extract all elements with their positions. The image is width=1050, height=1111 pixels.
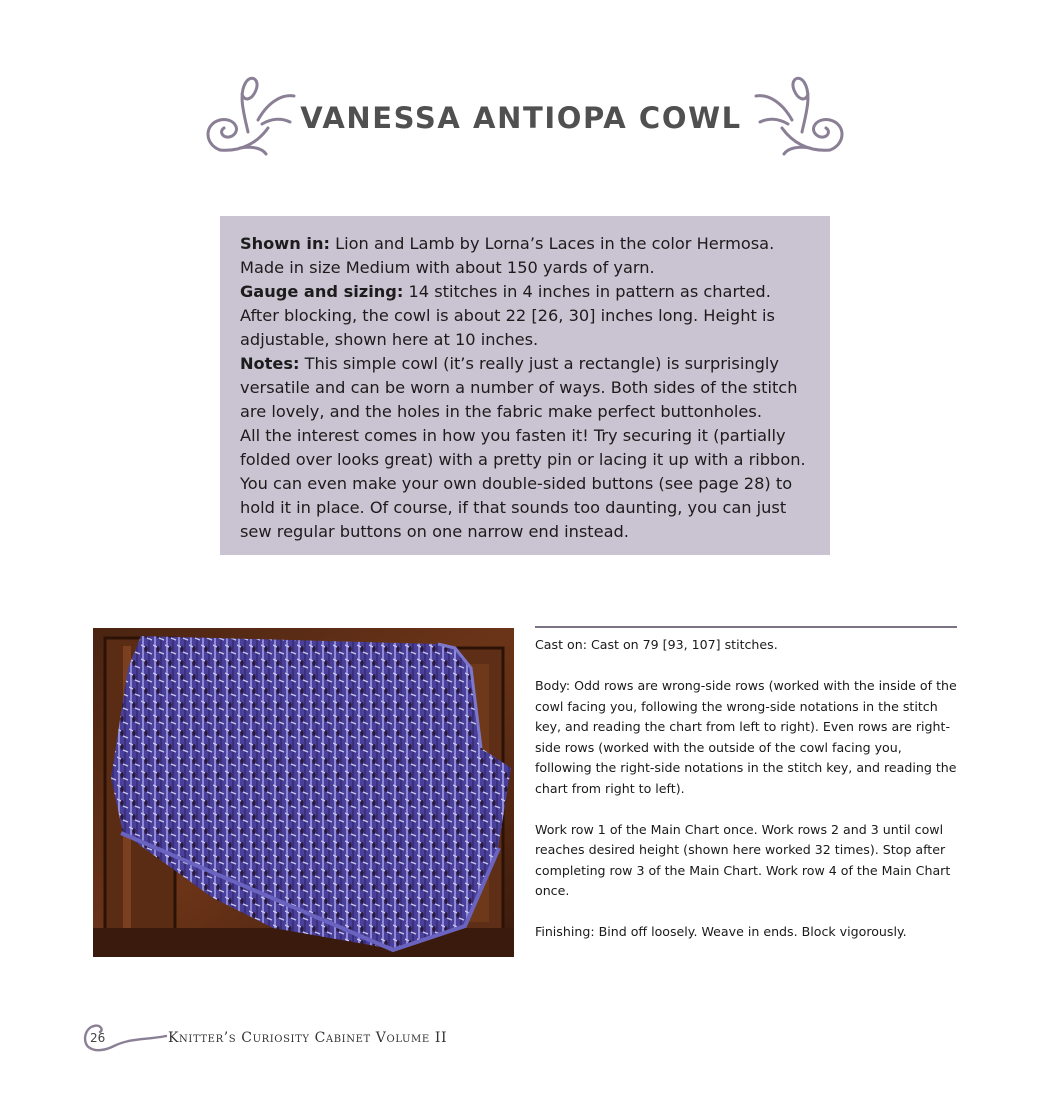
notes-text: This simple cowl (it’s really just a rectangle) is surprisingly versatile and can be worn a number of ways. Both sides of the stitch are lovely, and the holes in the fabric make perfect buttonholes. — [240, 354, 798, 421]
rows-paragraph: Work row 1 of the Main Chart once. Work rows 2 and 3 until cowl reaches desired height (shown here worked 32 times). Stop after completing row 3 of the Main Chart. Work row 4 of the Main Chart once. — [535, 821, 951, 898]
shown-in-text: Lion and Lamb by Lorna’s Laces in the color Hermosa. Made in size Medium with about 150 yards of yarn. — [240, 234, 775, 277]
gauge-label: Gauge and sizing: — [240, 282, 404, 301]
finishing-paragraph: Finishing: Bind off loosely. Weave in ends. Block vigorously. — [535, 924, 907, 939]
notes-paragraph — [240, 352, 810, 424]
title-row — [0, 70, 1050, 162]
notes-paragraph-2: All the interest comes in how you fasten it! Try securing it (partially folded over looks great) with a pretty pin or lacing it up with a ribbon. You can even make your own double-sided buttons (see page 28) to hold it in place. Of course, if that sounds too daunting, you can just sew regular buttons on one narrow end instead. — [240, 426, 806, 541]
notes-label: Notes: — [240, 354, 300, 373]
gauge-paragraph — [240, 280, 810, 352]
cowl-photo-illustration — [93, 628, 514, 957]
pattern-info-box — [220, 216, 830, 555]
gauge-text: 14 stitches in 4 inches in pattern as charted. After blocking, the cowl is about 22 [26, 30] inches long. Height is adjustable, shown here at 10 inches. — [240, 282, 775, 349]
page-number: 26 — [90, 1031, 106, 1045]
right-flourish-icon — [752, 72, 848, 160]
shown-in-paragraph — [240, 232, 810, 280]
shown-in-label: Shown in: — [240, 234, 330, 253]
cast-on-paragraph: Cast on: Cast on 79 [93, 107] stitches. — [535, 637, 778, 652]
page-title: VANESSA ANTIOPA COWL — [300, 101, 742, 135]
cowl-photo — [93, 628, 514, 957]
page-footer — [80, 1018, 447, 1058]
running-title: Knitter’s Curiosity Cabinet Volume II — [168, 1030, 448, 1046]
left-flourish-icon — [202, 72, 298, 160]
instructions-column — [535, 635, 960, 963]
section-rule — [535, 626, 957, 628]
body-paragraph: Body: Odd rows are wrong-side rows (worked with the inside of the cowl facing you, following the wrong-side notations in the stitch key, and reading the chart from left to right). Even rows are right-side rows (worked with the outside of the cowl facing you, following the right-side notations in the stitch key, and reading the chart from right to left). — [535, 678, 957, 796]
